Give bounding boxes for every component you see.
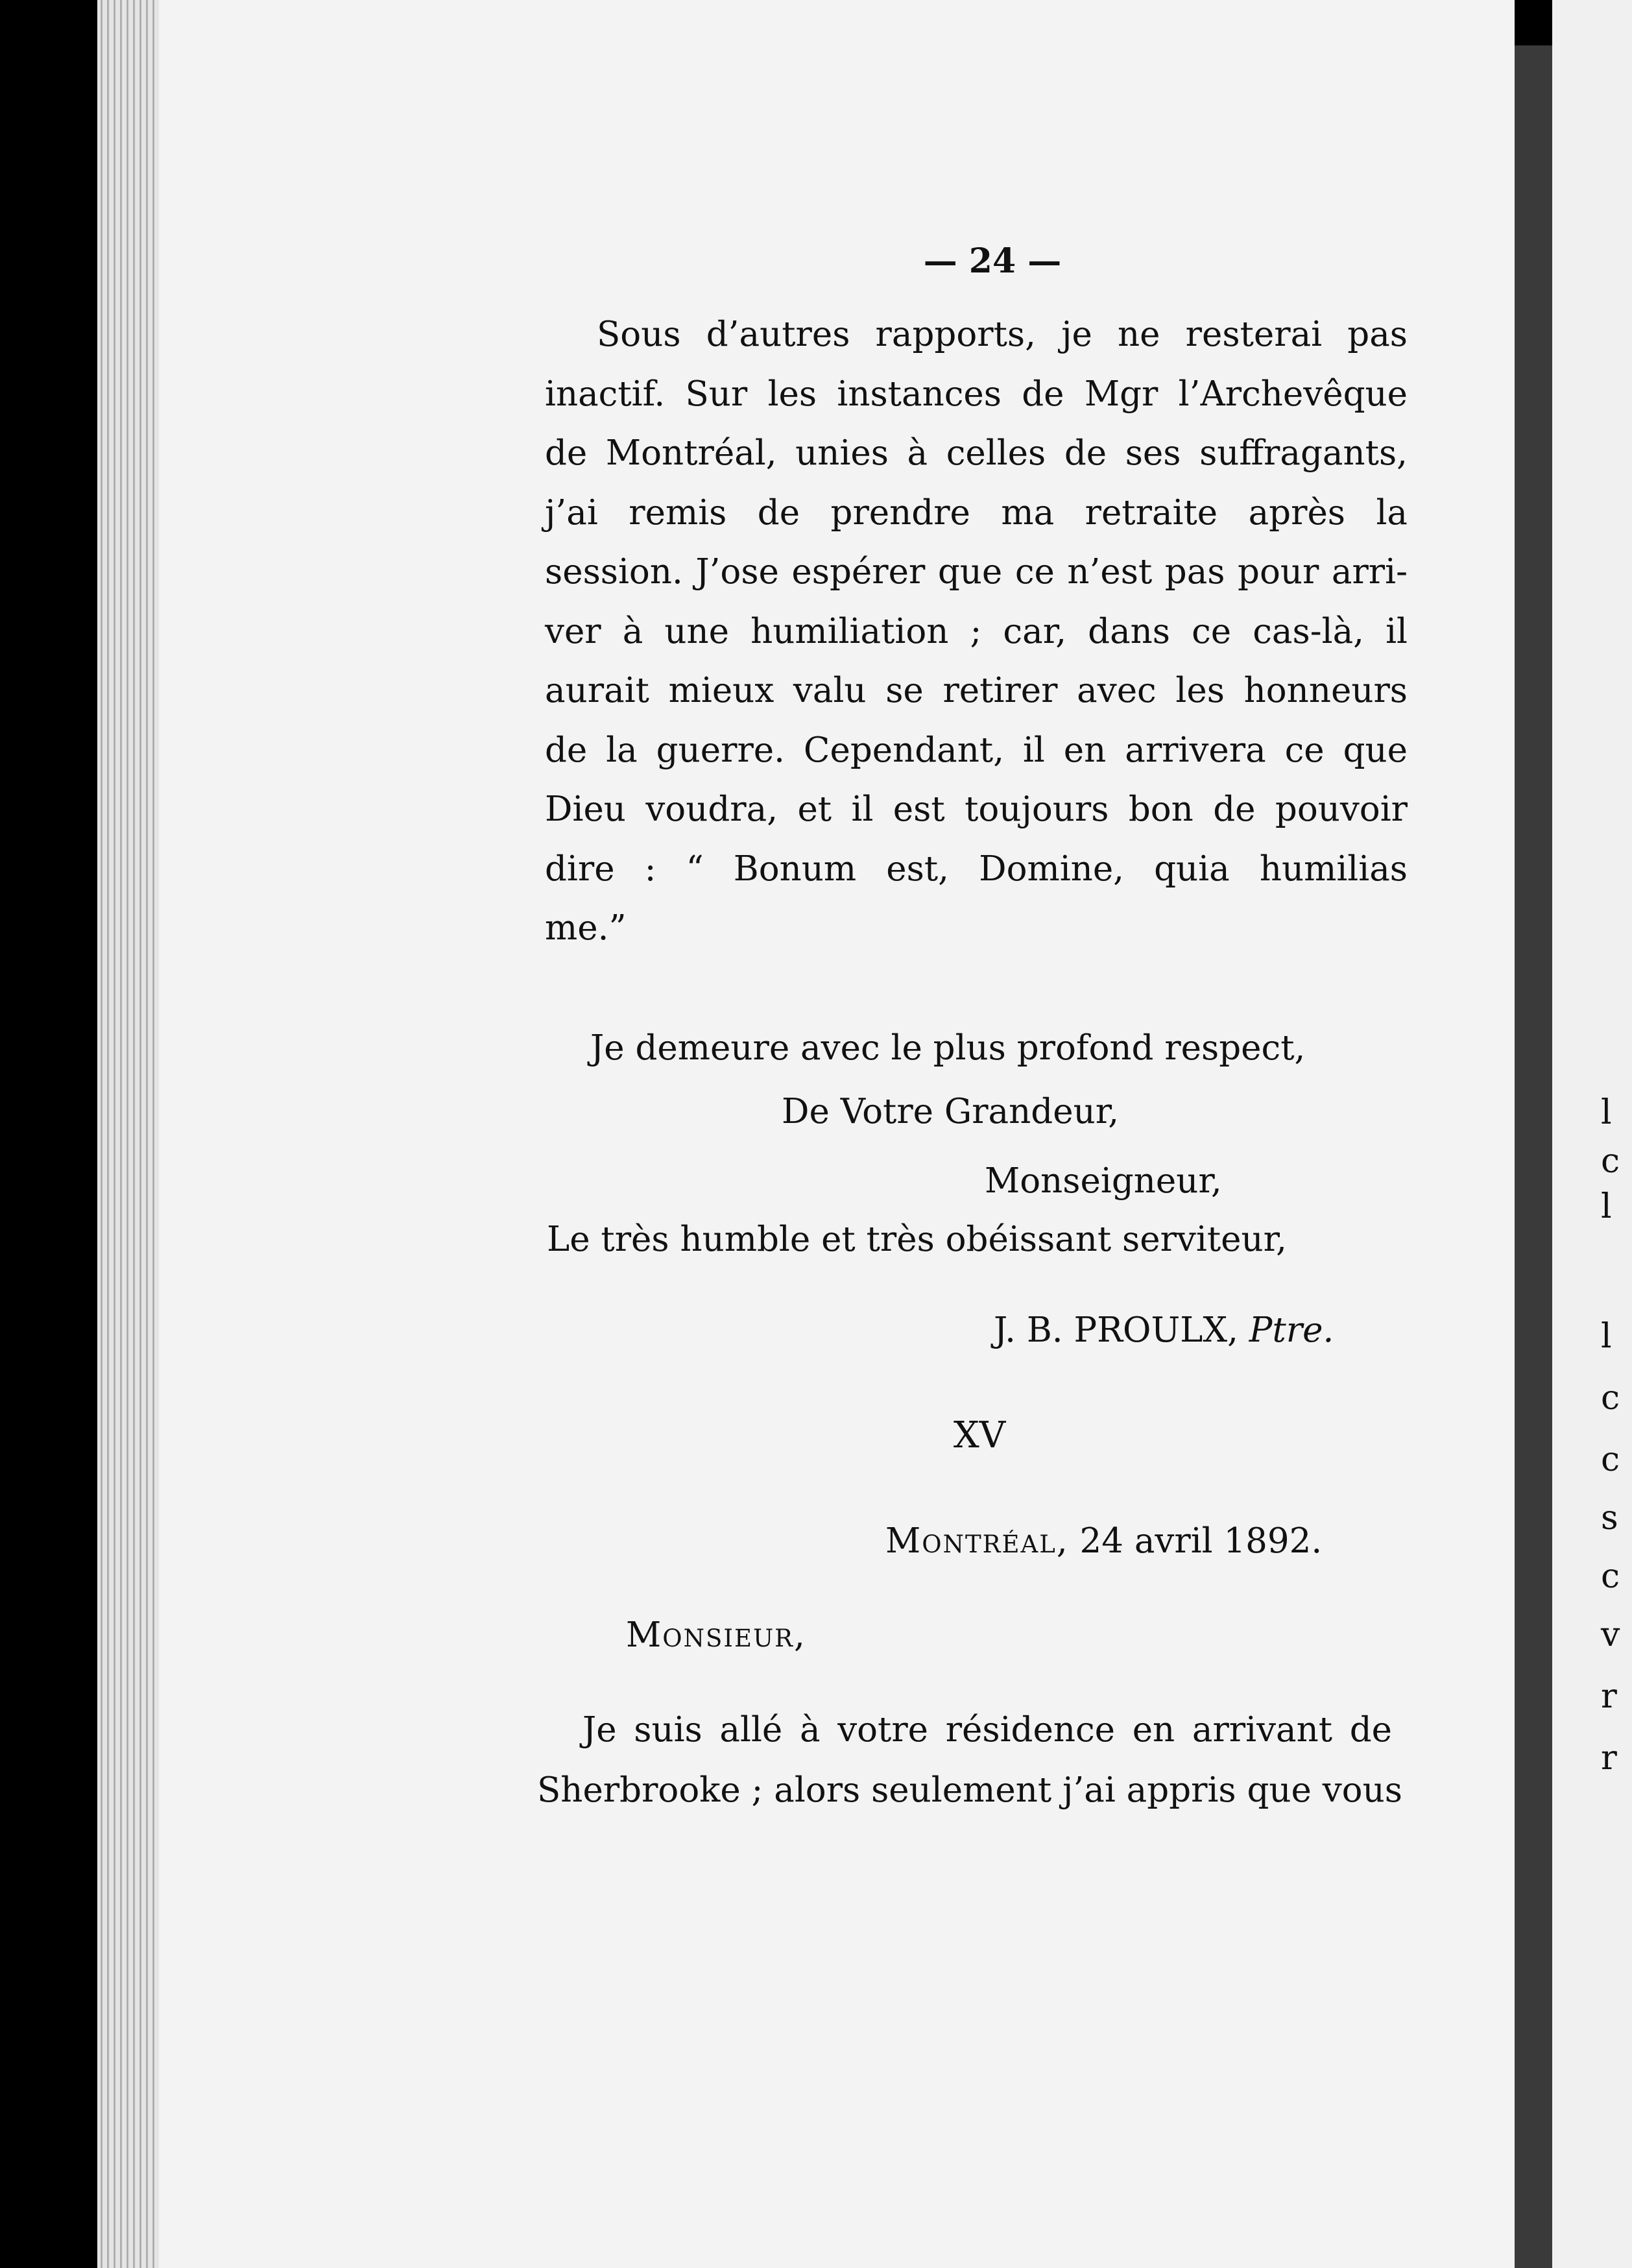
next-page-glyph: c <box>1601 1379 1620 1418</box>
paragraph-2 <box>537 1700 1402 1820</box>
next-page-glyph: c <box>1601 1557 1620 1596</box>
text-line: Sous d’autres rapports, je ne resterai pas <box>597 315 1408 354</box>
signature-name: J. B. PROULX, <box>994 1310 1238 1350</box>
book-binding <box>1515 45 1552 2268</box>
dateline <box>885 1521 1322 1561</box>
dateline-place: Montréal, <box>885 1521 1069 1561</box>
next-page-glyph: l <box>1601 1187 1612 1226</box>
text-line: dire : “ Bonum est, Domine, quia humilias <box>545 849 1408 889</box>
page-stack-edge <box>97 0 159 2268</box>
signature <box>994 1310 1334 1350</box>
dateline-date: 24 avril 1892. <box>1079 1521 1323 1561</box>
next-page-sliver <box>1552 0 1632 2268</box>
text-line: session. J’ose espérer que ce n’est pas pour arri- <box>545 552 1408 592</box>
next-page-glyph: l <box>1601 1317 1612 1356</box>
text-line: aurait mieux valu se retirer avec les honneurs <box>545 671 1408 710</box>
text-line: me.” <box>545 908 627 948</box>
salutation: Monsieur, <box>626 1615 806 1655</box>
next-page-glyph: s <box>1601 1499 1618 1538</box>
next-page-glyph: l <box>1601 1093 1612 1132</box>
next-page-glyph: r <box>1601 1677 1617 1716</box>
text-line: de Montréal, unies à celles de ses suffragants, <box>545 433 1408 473</box>
page-number: — 24 — <box>923 241 1062 281</box>
text-line: ver à une humiliation ; car, dans ce cas-là, il <box>545 611 1408 651</box>
closing-grandeur: De Votre Grandeur, <box>782 1092 1120 1131</box>
text-line: inactif. Sur les instances de Mgr l’Archevêque <box>545 374 1408 414</box>
paragraph-1 <box>545 305 1408 958</box>
text-line: de la guerre. Cependant, il en arrivera ce que <box>545 730 1408 770</box>
next-page-glyph: v <box>1601 1615 1620 1654</box>
next-page-glyph: c <box>1601 1142 1620 1181</box>
signature-title: Ptre. <box>1249 1310 1334 1350</box>
next-page-glyph: c <box>1601 1440 1620 1479</box>
text-line: Je suis allé à votre résidence en arrivant de <box>582 1710 1392 1750</box>
closing-respect: Je demeure avec le plus profond respect, <box>590 1028 1306 1068</box>
closing-serviteur: Le très humble et très obéissant serviteur, <box>547 1220 1288 1259</box>
closing-monseigneur: Monseigneur, <box>985 1161 1222 1201</box>
next-page-glyph: r <box>1601 1739 1617 1778</box>
text-line: j’ai remis de prendre ma retraite après la <box>545 492 1408 533</box>
text-line: Sherbrooke ; alors seulement j’ai appris que vous <box>537 1770 1402 1810</box>
text-line: Dieu voudra, et il est toujours bon de pouvoir <box>545 790 1408 829</box>
section-number: XV <box>953 1414 1006 1456</box>
